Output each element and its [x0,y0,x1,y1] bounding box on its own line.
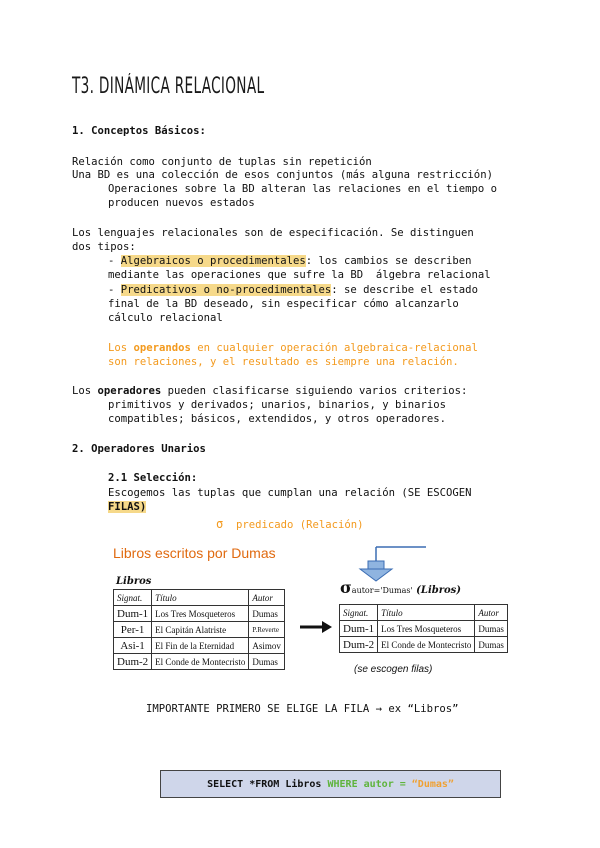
text-line: Los lenguajes relacionales son de especificación. Se distinguen [72,227,474,239]
text-line: son relaciones, y el resultado es siempre una relación. [108,356,459,368]
dash: - [108,284,121,296]
sql-where: WHERE autor [327,778,394,790]
text-span: Los [108,342,134,354]
text-line: Operaciones sobre la BD alteran las relaciones en el tiempo o [108,183,498,195]
text-line: primitivos y derivados; unarios, binarios, y binarios [108,399,447,411]
table-label: Libros [116,576,152,587]
text-line [108,500,146,514]
table-cell: Dumas [249,606,285,622]
text-span: : se describe el estado [331,284,478,296]
table-cell: Los Tres Mosqueteros [378,621,475,637]
table-cell: Dum-2 [114,654,152,670]
text-line: compatibles; básicos, extendidos, y otros operadores. [108,413,447,425]
text-line: Una BD es una colección de esos conjuntos (más alguna restricción) [72,169,493,181]
operadores-line [72,384,467,398]
list-item-algebraicos [108,254,472,268]
sigma-subscript: autor='Dumas' [351,586,413,595]
column-header: Título [378,605,475,621]
highlighted-term: FILAS) [108,501,147,513]
figure-note: (se escogen filas) [354,664,433,675]
right-arrow-icon [298,618,334,636]
table-cell: Los Tres Mosqueteros [152,606,249,622]
table-cell: Dum-1 [114,606,152,622]
bold-term: operadores [97,385,162,397]
table-row [114,638,285,654]
table-cell: El Conde de Montecristo [152,654,249,670]
table-cell: P.Reverte [249,622,285,638]
table-row [114,606,285,622]
dash: - [108,255,121,267]
column-header: Signat. [340,605,378,621]
table-row [114,622,285,638]
text-span: predicado (Relación) [223,519,364,531]
table-cell: Per-1 [114,622,152,638]
column-header: Autor [475,605,508,621]
sql-value: “Dumas” [411,778,454,790]
table-cell: El Capitán Alatriste [152,622,249,638]
section-heading-unarios: 2. Operadores Unarios [72,443,206,455]
sql-code-box [160,770,501,798]
page-title: T3. DINÁMICA RELACIONAL [72,74,265,99]
table-cell: Asimov [249,638,285,654]
sql-operator: = [393,778,412,790]
column-header: Título [152,590,249,606]
table-cell: El Conde de Montecristo [378,637,475,653]
text-span: en cualquier operación algebraica-relacional [190,342,478,354]
table-row [340,621,508,637]
text-span: pueden clasificarse siguiendo varios criterios: [161,385,468,397]
libros-table [113,589,285,670]
text-line: Relación como conjunto de tuplas sin repetición [72,156,372,168]
bold-term: operandos [133,342,191,354]
table-cell: Dumas [249,654,285,670]
sigma-symbol: σ [340,578,352,597]
section-heading-conceptos: 1. Conceptos Básicos: [72,125,206,137]
highlighted-term: Algebraicos o procedimentales [120,255,306,267]
text-line: producen nuevos estados [108,197,255,209]
table-row [114,654,285,670]
text-line: final de la BD deseado, sin especificar cómo alcanzarlo [108,298,459,310]
table-header-row [340,605,508,621]
subsection-heading-seleccion: 2.1 Selección: [108,472,198,484]
text-line: Escogemos las tuplas que cumplan una relación (SE ESCOGEN [108,487,472,499]
column-header: Signat. [114,590,152,606]
text-span: : los cambios se describen [305,255,472,267]
text-span: Los [72,385,98,397]
list-item-predicativos [108,283,478,297]
operandos-note [108,341,478,355]
table-cell: El Fin de la Eternidad [152,638,249,654]
result-table [339,604,508,653]
important-note: IMPORTANTE PRIMERO SE ELIGE LA FILA → ex “Libros” [146,703,459,715]
table-row [340,637,508,653]
table-cell: Dum-1 [340,621,378,637]
table-cell: Asi-1 [114,638,152,654]
table-cell: Dum-2 [340,637,378,653]
column-header: Autor [249,590,285,606]
table-cell: Dumas [475,621,508,637]
sql-select: SELECT *FROM Libros [207,778,328,790]
figure-caption: Libros escritos por Dumas [113,545,276,561]
table-header-row [114,590,285,606]
sigma-symbol: σ [216,517,224,531]
text-line: mediante las operaciones que sufre la BD álgebra relacional [108,269,491,281]
sigma-expression [340,578,461,597]
sigma-predicado-line [216,517,364,532]
highlighted-term: Predicativos o no-procedimentales [120,284,332,296]
text-line: dos tipos: [72,241,136,253]
sigma-argument: (Libros) [412,585,462,596]
table-cell: Dumas [475,637,508,653]
text-line: cálculo relacional [108,312,223,324]
down-arrow-icon [340,543,430,583]
